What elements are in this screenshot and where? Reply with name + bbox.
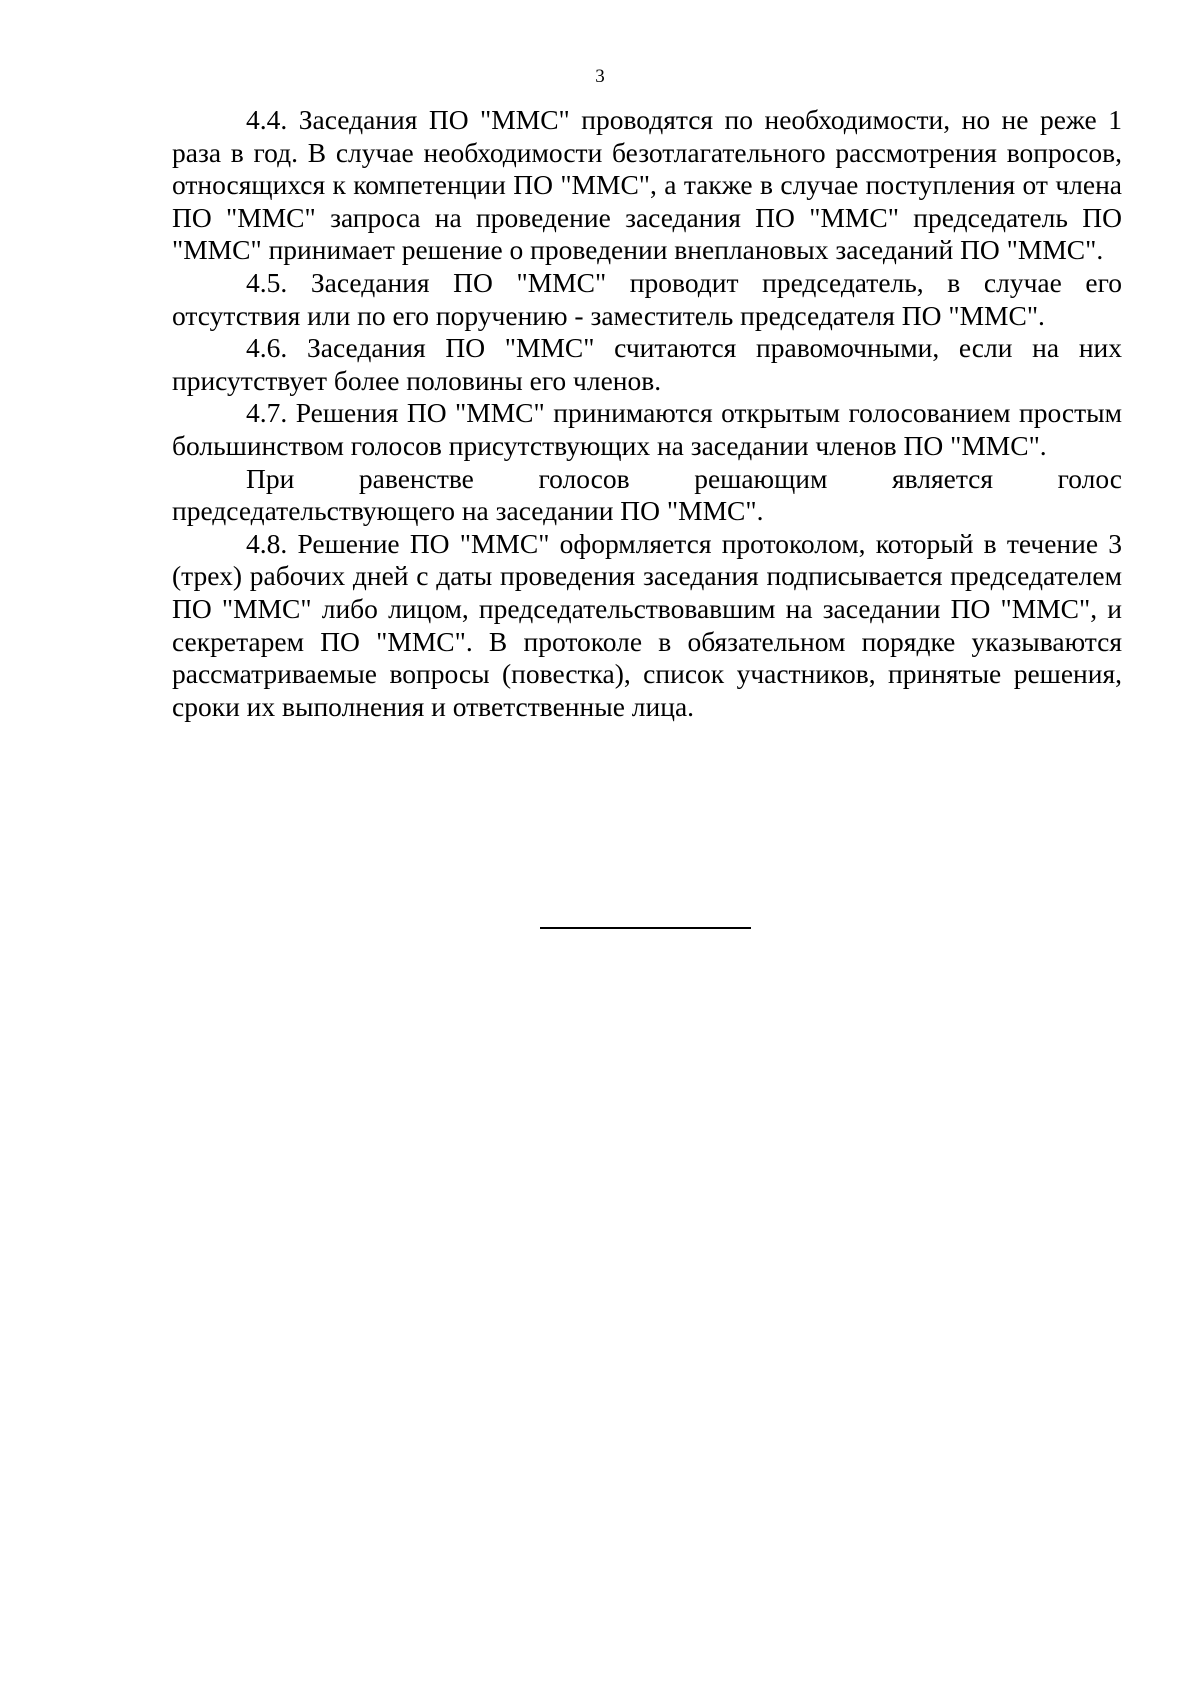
paragraph-4-6: 4.6. Заседания ПО "ММС" считаются правомочными, если на них присутствует более половины его членов. [172,332,1122,396]
document-body [172,104,1122,723]
paragraph-4-7-tie-rule: При равенстве голосов решающим является голос председательствующего на заседании ПО "ММС". [172,462,1122,527]
paragraph-4-4: 4.4. Заседания ПО "ММС" проводятся по необходимости, но не реже 1 раза в год. В случае необходимости безотлагательного рассмотрения вопросов, относящихся к компетенции ПО "ММС", а также в случае поступления от члена ПО "ММС" запроса на проведение заседания ПО "ММС" председатель ПО "ММС" принимает решение о проведении внеплановых заседаний ПО "ММС". [172,104,1122,266]
paragraph-4-5: 4.5. Заседания ПО "ММС" проводит председатель, в случае его отсутствия или по его поручению - заместитель председателя ПО "ММС". [172,266,1122,331]
end-separator-line [540,927,751,929]
paragraph-4-7: 4.7. Решения ПО "ММС" принимаются открытым голосованием простым большинством голосов присутствующих на заседании членов ПО "ММС". [172,397,1122,461]
page-number: 3 [595,66,605,87]
paragraph-4-8: 4.8. Решение ПО "ММС" оформляется протоколом, который в течение 3 (трех) рабочих дней с даты проведения заседания подписывается председателем ПО "ММС" либо лицом, председательствовавшим на заседании ПО "ММС", и секретарем ПО "ММС". В протоколе в обязательном порядке указываются рассматриваемые вопросы (повестка), список участников, принятые решения, сроки их выполнения и ответственные лица. [172,527,1122,722]
